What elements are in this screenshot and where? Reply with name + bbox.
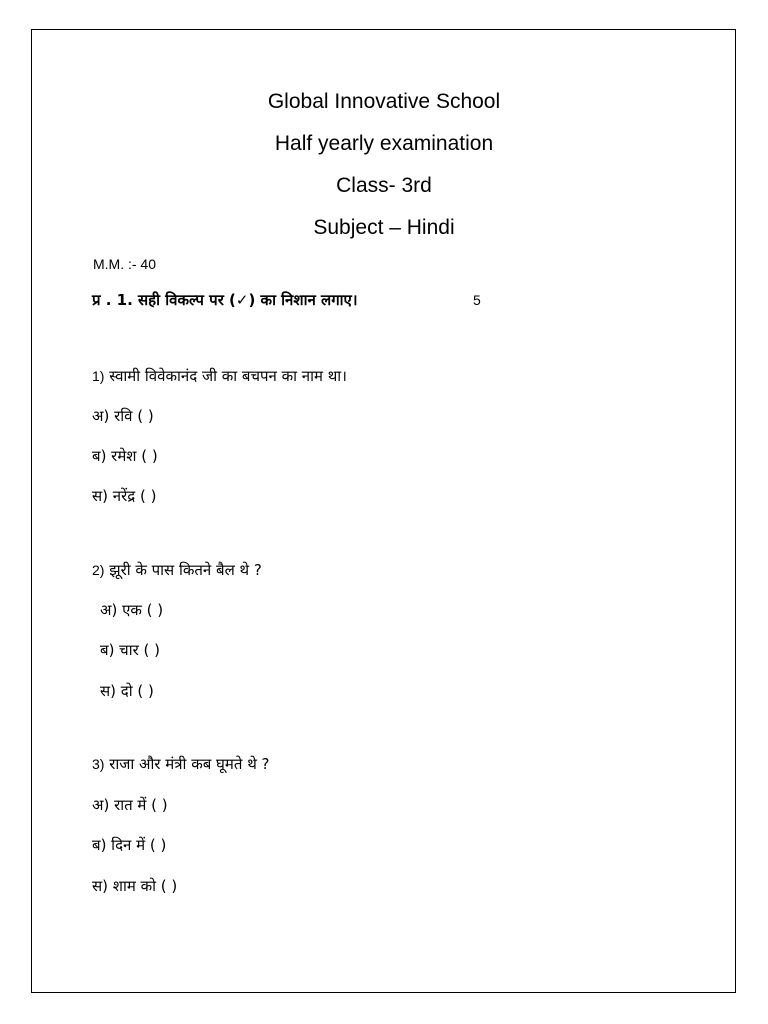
option-3b: ब) दिन में ( ) [92, 836, 167, 854]
option-1a: अ) रवि ( ) [92, 407, 154, 425]
question-text: स्वामी विवेकानंद जी का बचपन का नाम था। [109, 367, 347, 385]
option-3a: अ) रात में ( ) [92, 796, 168, 814]
question-number: 1) [92, 368, 105, 384]
question-1 [92, 366, 347, 386]
option-2c: स) दो ( ) [100, 682, 154, 700]
option-1c: स) नरेंद्र ( ) [92, 487, 157, 505]
option-3c: स) शाम को ( ) [92, 877, 178, 895]
option-1b: ब) रमेश ( ) [92, 447, 158, 465]
question-2 [92, 560, 262, 580]
option-2a: अ) एक ( ) [100, 601, 164, 619]
subject-label: Subject – Hindi [313, 216, 455, 239]
question-number: 2) [92, 562, 105, 578]
question-3 [92, 754, 270, 774]
option-2b: ब) चार ( ) [100, 641, 160, 659]
question-text: झूरी के पास कितने बैल थे ? [109, 561, 262, 579]
section-marks: 5 [473, 292, 481, 308]
exam-title: Half yearly examination [274, 132, 494, 155]
school-name: Global Innovative School [267, 90, 501, 113]
question-number: 3) [92, 756, 105, 772]
class-label: Class- 3rd [336, 174, 432, 197]
max-marks: M.M. :- 40 [93, 256, 157, 272]
section-heading: प्र . 1. सही विकल्प पर (✓) का निशान लगाए। [92, 291, 358, 309]
question-text: राजा और मंत्री कब घूमते थे ? [109, 755, 270, 773]
